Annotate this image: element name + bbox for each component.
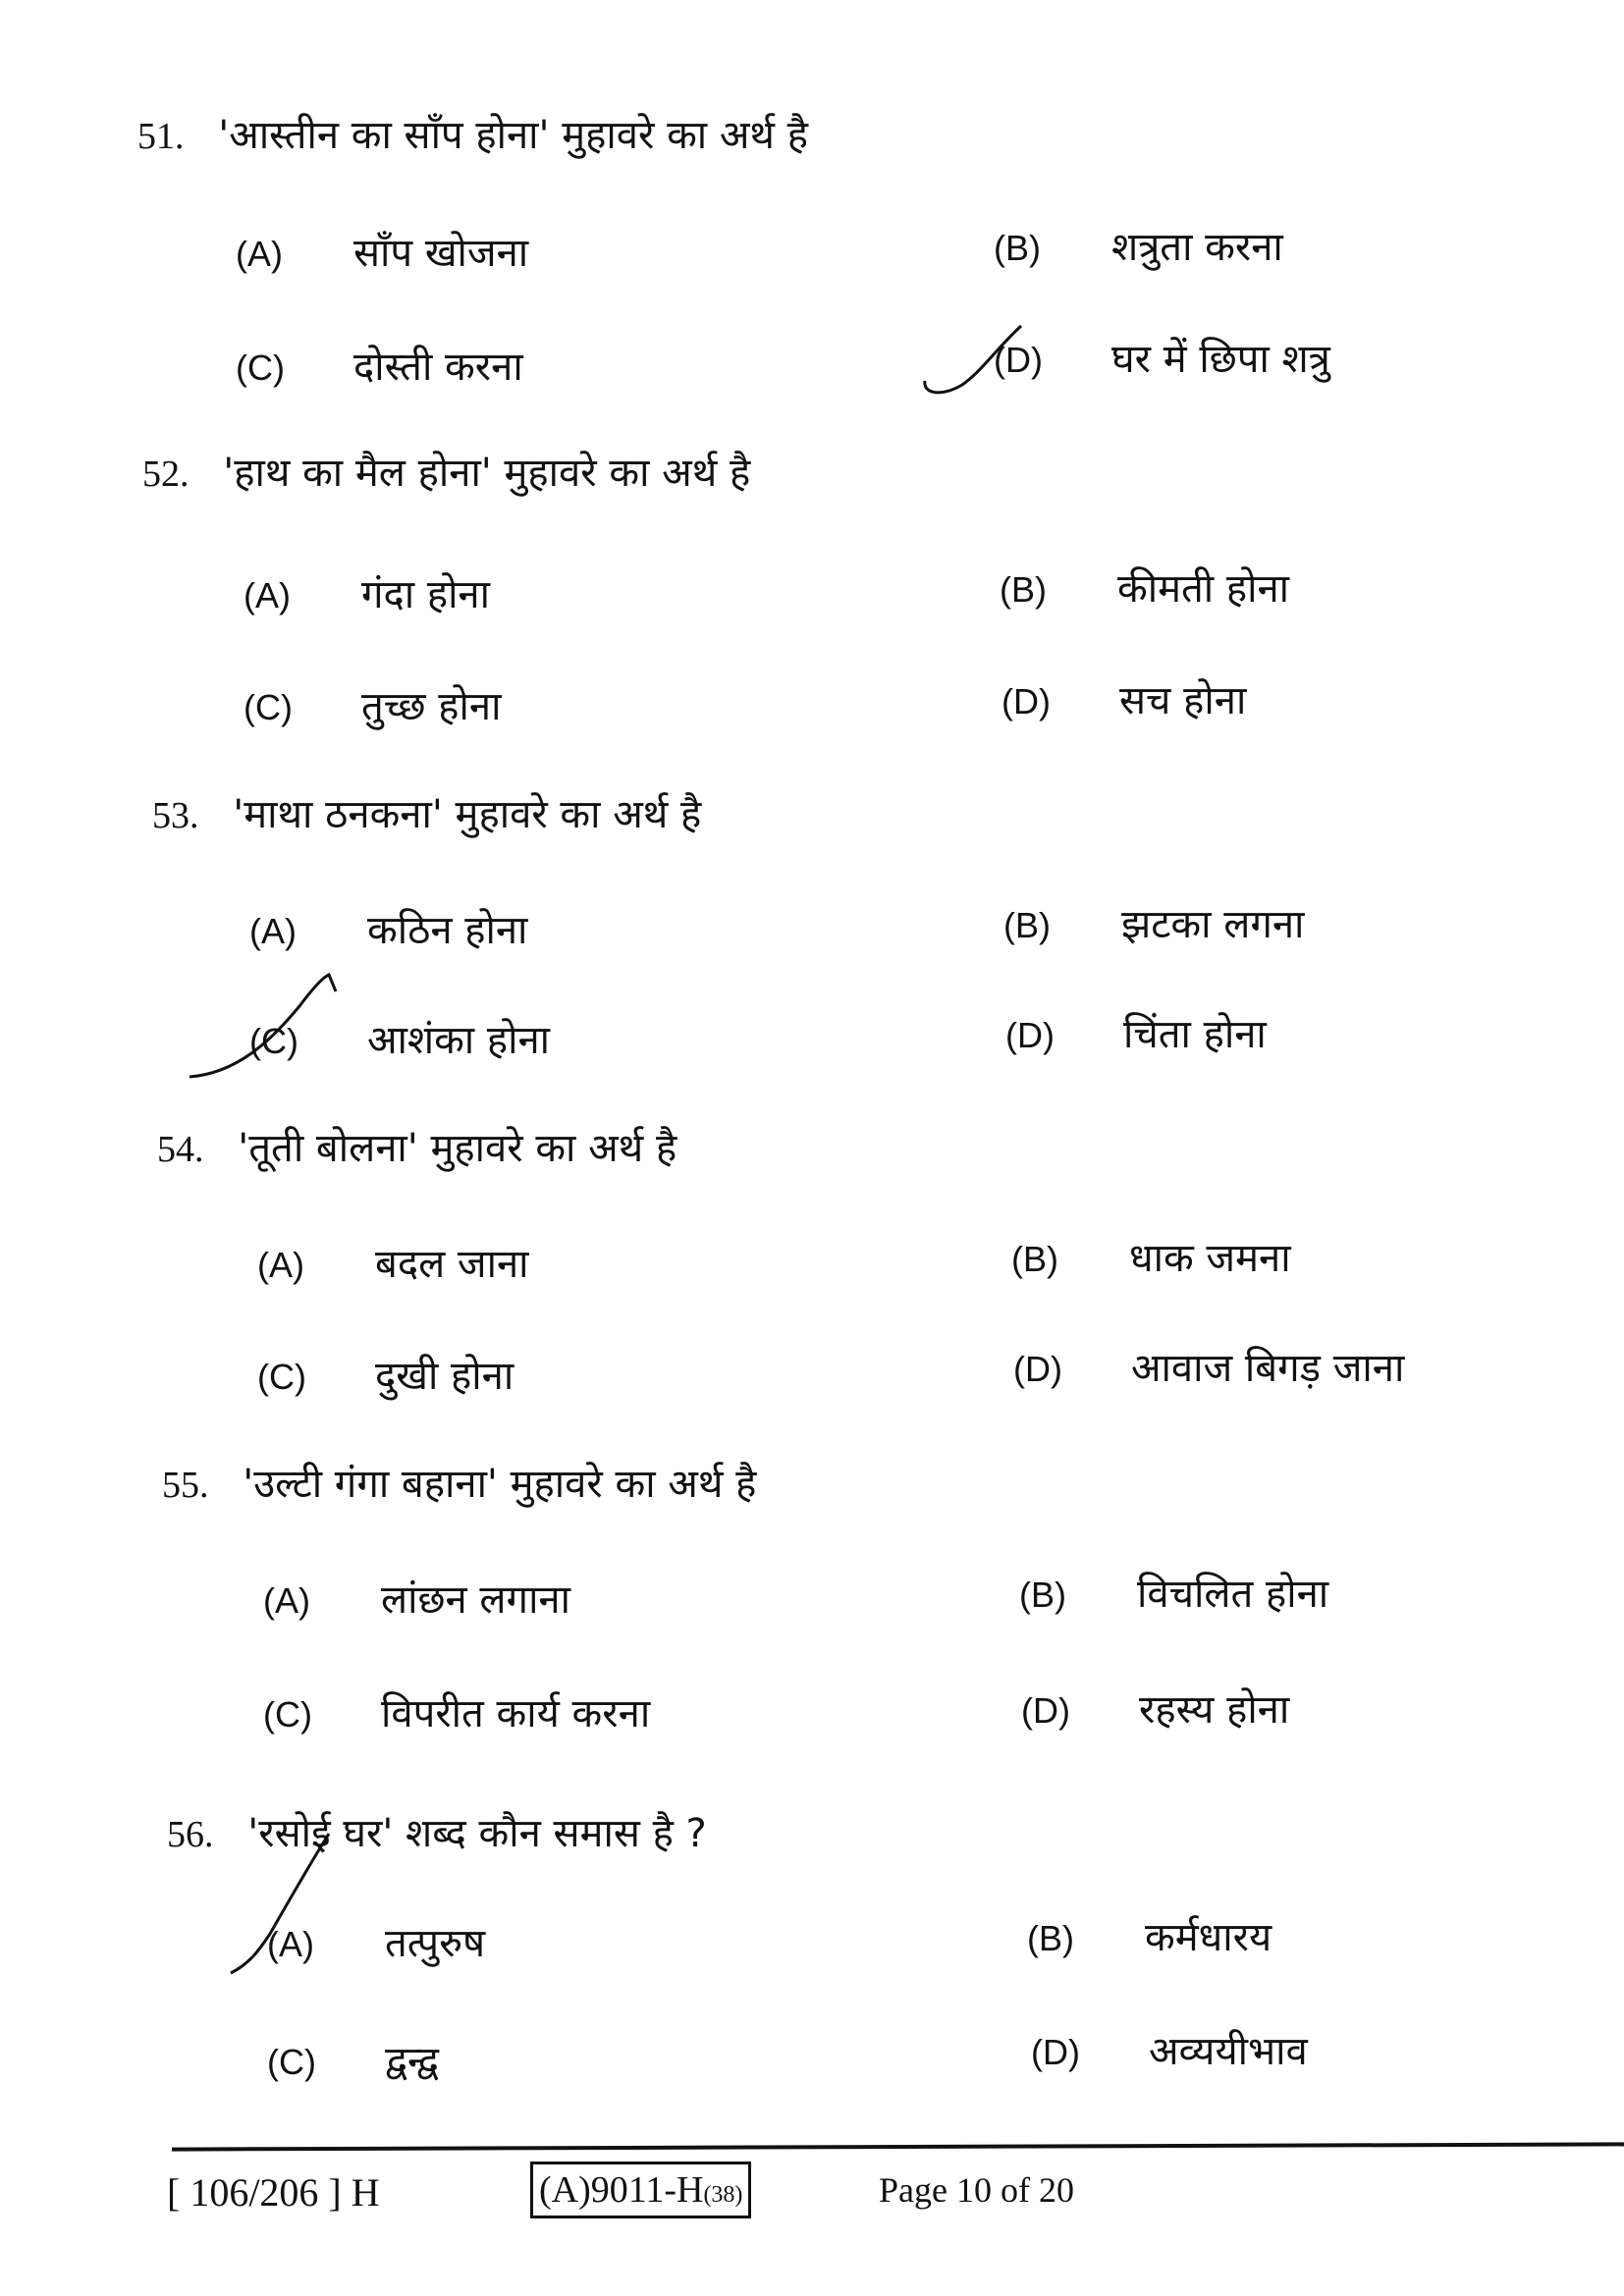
option-text: शत्रुता करना [1111,225,1283,270]
question-52 [142,444,750,498]
booklet-code-sub: (38) [703,2182,743,2208]
option-label: (B) [1027,1918,1074,1958]
option-52-b[interactable] [1000,560,1289,614]
question-55 [162,1455,756,1509]
question-text: 'रसोई घर' शब्द कौन समास है ? [247,1811,707,1856]
question-53 [152,785,701,839]
question-text: 'तूती बोलना' मुहावरे का अर्थ है [238,1126,677,1171]
option-54-b[interactable] [1011,1229,1291,1283]
option-56-a[interactable] [267,1914,485,1968]
option-55-d[interactable] [1021,1681,1289,1735]
option-55-b[interactable] [1019,1565,1328,1619]
question-text: 'आस्तीन का साँप होना' मुहावरे का अर्थ है [218,113,808,158]
option-text: अव्ययीभाव [1149,2029,1308,2074]
option-label: (A) [236,234,283,274]
option-53-a[interactable] [249,901,527,955]
option-label: (C) [267,2042,316,2082]
option-text: झटका लगना [1121,902,1305,947]
option-text: आशंका होना [367,1018,551,1063]
option-text: गंदा होना [361,572,490,617]
option-label: (C) [263,1694,312,1735]
option-51-a[interactable] [236,224,528,278]
option-label: (B) [1019,1575,1066,1615]
question-text: 'उल्टी गंगा बहाना' मुहावरे का अर्थ है [243,1462,757,1507]
option-56-d[interactable] [1031,2022,1308,2076]
option-label: (D) [1013,1349,1062,1389]
option-text: धाक जमना [1129,1236,1291,1281]
option-text: विचलित होना [1137,1572,1329,1617]
option-text: दोस्ती करना [353,345,523,390]
option-label: (D) [1001,681,1051,721]
option-label: (C) [244,687,293,727]
option-54-c[interactable] [257,1347,514,1401]
footer-paper-code: [ 106/206 ] H [167,2170,380,2215]
option-text: घर में छिपा शत्रु [1111,337,1330,382]
option-text: बदल जाना [375,1242,529,1287]
option-52-c[interactable] [244,677,501,731]
option-label: (B) [1000,569,1047,610]
option-52-a[interactable] [244,565,490,619]
question-56 [167,1804,707,1858]
question-54 [157,1119,677,1173]
option-label: (C) [257,1357,306,1397]
option-text: दुखी होना [375,1354,514,1399]
option-54-d[interactable] [1013,1339,1404,1393]
option-text: सच होना [1119,678,1247,723]
option-label: (B) [1011,1239,1058,1279]
option-label: (A) [267,1924,314,1964]
option-text: तत्पुरुष [385,1921,486,1966]
option-53-d[interactable] [1005,1005,1267,1059]
question-number: 54. [157,1129,204,1170]
option-51-c[interactable] [236,338,523,392]
option-label: (B) [994,228,1041,268]
option-text: कीमती होना [1117,566,1290,612]
question-number: 51. [137,116,185,157]
option-56-b[interactable] [1027,1908,1272,1962]
option-54-a[interactable] [257,1235,529,1289]
question-51 [137,106,808,160]
option-text: आवाज बिगड़ जाना [1131,1346,1405,1391]
booklet-code-text: (A)9011-H [539,2169,704,2211]
option-55-a[interactable] [263,1571,570,1625]
option-text: रहस्य होना [1139,1687,1290,1733]
option-text: कर्मधारय [1145,1915,1272,1960]
option-51-b[interactable] [994,218,1283,272]
option-label: (D) [1005,1015,1055,1055]
option-label: (C) [236,347,285,388]
footer-divider [172,2142,1624,2151]
question-number: 56. [167,1814,214,1855]
option-53-c[interactable] [249,1011,550,1065]
question-number: 53. [152,795,199,836]
option-label: (D) [994,340,1043,380]
option-56-c[interactable] [267,2032,439,2086]
footer-booklet-code [530,2162,751,2218]
option-text: चिंता होना [1123,1012,1267,1057]
option-label: (D) [1021,1690,1070,1731]
question-number: 55. [162,1465,209,1506]
option-text: द्वन्द्व [385,2039,439,2084]
option-55-c[interactable] [263,1684,650,1738]
option-text: कठिन होना [367,908,528,953]
option-label: (C) [249,1021,298,1061]
option-label: (B) [1003,905,1051,945]
option-label: (A) [257,1245,304,1285]
option-label: (A) [244,575,291,615]
question-text: 'हाथ का मैल होना' मुहावरे का अर्थ है [223,451,751,496]
option-text: लांछन लगाना [381,1577,570,1623]
option-53-b[interactable] [1003,895,1304,949]
option-text: साँप खोजना [353,231,529,276]
question-number: 52. [142,454,189,495]
option-label: (A) [263,1580,310,1621]
option-label: (D) [1031,2032,1080,2072]
question-text: 'माथा ठनकना' मुहावरे का अर्थ है [233,792,702,837]
page-indicator: Page 10 of 20 [879,2170,1074,2210]
option-51-d[interactable] [994,330,1330,384]
option-text: तुच्छ होना [361,684,502,729]
option-52-d[interactable] [1001,671,1246,725]
option-label: (A) [249,911,297,951]
option-text: विपरीत कार्य करना [381,1691,651,1736]
